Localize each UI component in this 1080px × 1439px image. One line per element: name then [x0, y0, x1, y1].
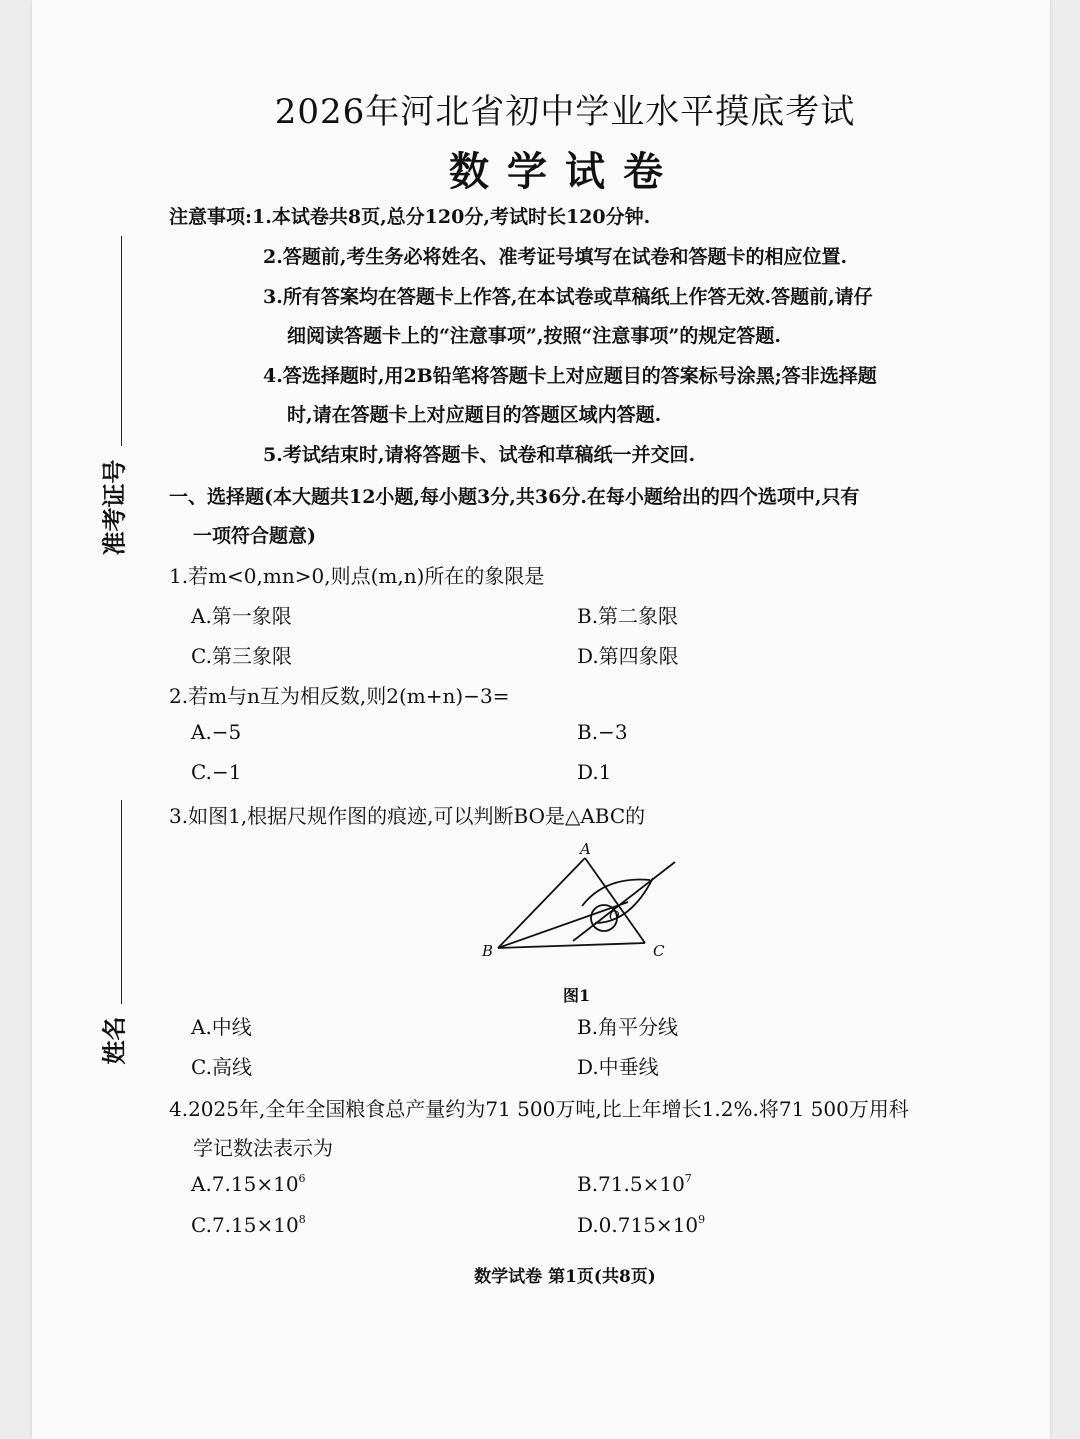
point-a-label: A	[580, 840, 591, 858]
q2-option-d: D.1	[577, 760, 612, 784]
section-heading-1: 一、选择题(本大题共12小题,每小题3分,共36分.在每小题给出的四个选项中,只有	[169, 486, 860, 508]
figure-1-triangle	[470, 838, 690, 968]
figure-caption: 图1	[563, 986, 591, 1005]
q3-option-d: D.中垂线	[577, 1055, 659, 1079]
q4-option-b: $B.71.5\times 10^7$	[577, 1172, 692, 1196]
note-2: 2.答题前,考生务必将姓名、准考证号填写在试卷和答题卡的相应位置.	[263, 246, 848, 268]
q4-stem-2: 学记数法表示为	[193, 1136, 333, 1160]
section-heading-2: 一项符合题意)	[193, 525, 316, 547]
q1-option-a: A.第一象限	[191, 604, 292, 628]
point-c-label: C	[653, 942, 665, 960]
note-3a: 3.所有答案均在答题卡上作答,在本试卷或草稿纸上作答无效.答题前,请仔	[263, 286, 873, 308]
perpendicular-line	[573, 862, 675, 941]
q3-stem: 3.如图1,根据尺规作图的痕迹,可以判断BO是△ABC的	[169, 804, 646, 828]
side-bc	[498, 943, 645, 948]
note-5: 5.考试结束时,请将答题卡、试卷和草稿纸一并交回.	[263, 444, 696, 466]
q1-stem: 1.若m<0,mn>0,则点(m,n)所在的象限是	[169, 564, 545, 588]
page-footer: 数学试卷 第1页(共8页)	[474, 1267, 656, 1287]
note-3b: 细阅读答题卡上的“注意事项”,按照“注意事项”的规定答题.	[287, 325, 781, 347]
q4-option-c: $C.7.15\times 10^8$	[191, 1213, 306, 1237]
q2-option-a: A.−5	[191, 720, 242, 744]
q3-option-a: A.中线	[191, 1015, 252, 1039]
q4-stem-1: 4.2025年,全年全国粮食总产量约为71 500万吨,比上年增长1.2%.将71 500万用科	[169, 1097, 909, 1121]
q1-option-d: D.第四象限	[577, 644, 679, 668]
q1-option-c: C.第三象限	[191, 644, 292, 668]
exam-subtitle: 数学试卷	[449, 148, 681, 195]
q3-option-c: C.高线	[191, 1055, 252, 1079]
q2-stem: 2.若m与n互为相反数,则2(m+n)−3=	[169, 684, 510, 708]
point-b-label: B	[482, 942, 494, 960]
exam-number-label: 准考证号	[99, 459, 129, 556]
exam-number-line	[121, 236, 122, 446]
q2-option-b: B.−3	[577, 720, 628, 744]
q2-option-c: C.−1	[191, 760, 242, 784]
note-1: 注意事项:1.本试卷共8页,总分120分,考试时长120分钟.	[169, 206, 651, 228]
exam-title: 2026年河北省初中学业水平摸底考试	[274, 92, 856, 132]
note-4a: 4.答选择题时,用2B铅笔将答题卡上对应题目的答案标号涂黑;答非选择题	[263, 365, 877, 387]
q4-option-a: $A.7.15\times 10^6$	[191, 1172, 306, 1196]
q4-option-d: $D.0.715\times 10^9$	[577, 1213, 706, 1237]
name-line	[121, 800, 122, 1004]
side-ac	[585, 858, 645, 943]
q1-option-b: B.第二象限	[577, 604, 679, 628]
point-o-label: O	[609, 909, 620, 924]
name-label: 姓名	[99, 1016, 129, 1065]
note-4b: 时,请在答题卡上对应题目的答题区域内答题.	[287, 404, 662, 426]
side-ab	[498, 858, 585, 948]
q3-option-b: B.角平分线	[577, 1015, 679, 1039]
